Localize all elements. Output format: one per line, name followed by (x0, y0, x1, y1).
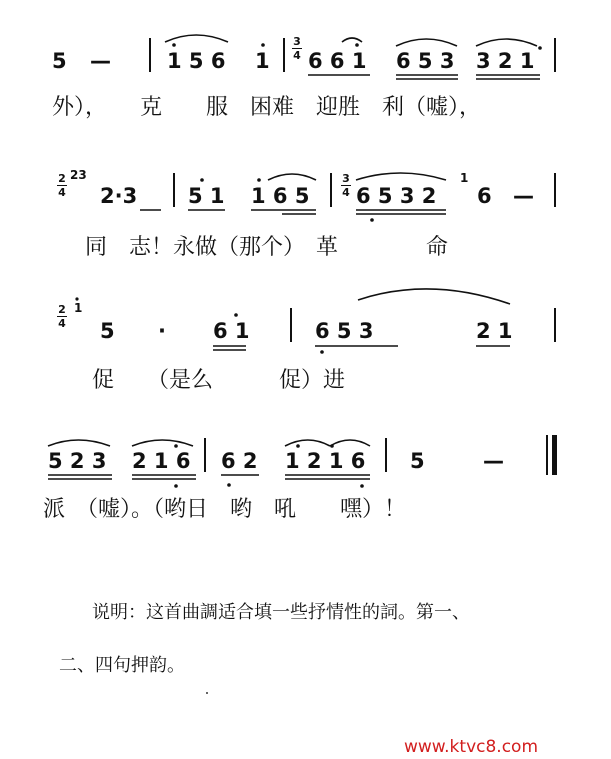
lyric-line: 派 （嘘）。（哟日 哟 吼 嘿）！ (43, 497, 407, 522)
grace-notes: 1 (460, 171, 469, 185)
note-group: 2 1 6 (132, 449, 191, 473)
time-signature: 2 4 (58, 303, 66, 330)
grace-notes: 23 (70, 168, 87, 182)
time-signature: 3 4 (342, 172, 350, 199)
time-signature: 2 4 (58, 172, 66, 199)
slur (396, 39, 457, 46)
note-group: 3 2 1 (476, 49, 535, 73)
slur (165, 35, 228, 42)
barline (554, 38, 556, 72)
barline (330, 173, 332, 207)
note-group: 2 1 (476, 319, 513, 343)
note-group: 6 1 (213, 319, 250, 343)
slur (330, 440, 370, 446)
note-group: 2·3 (100, 184, 138, 208)
slur (268, 174, 316, 180)
barline (554, 173, 556, 207)
final-barline-thin (546, 435, 548, 475)
slur (285, 440, 330, 446)
grace-notes: 1 (74, 301, 83, 315)
note-group: 5 (100, 319, 115, 343)
note-group: 1 5 6 (167, 49, 226, 73)
note-group: 1 2 1 6 (285, 449, 366, 473)
barline (554, 308, 556, 342)
note-group: 6 (477, 184, 492, 208)
note-group: 6 2 (221, 449, 258, 473)
slur (358, 289, 510, 304)
note-group: 1 (255, 49, 270, 73)
note-group: 6 5 3 (315, 319, 374, 343)
time-signature: 3 4 (293, 35, 301, 62)
lyric-line: 同 志！永做（那个） 革 命 (85, 235, 449, 260)
note-group: 5 1 (188, 184, 225, 208)
barline (149, 38, 151, 72)
lyric-line: 外）， 克 服 困难 迎胜 利（嘘）， (52, 95, 482, 120)
watermark: www.ktvc8.com (404, 737, 538, 757)
note-dot: · (158, 319, 166, 343)
note-group: 6 5 3 2 (356, 184, 437, 208)
note-dash: — (90, 49, 111, 73)
note-dash: — (513, 184, 534, 208)
lyric-line: 促 （是么 促）进 (92, 368, 346, 393)
note-group: 6 6 1 (308, 49, 367, 73)
note-group: 5 2 3 (48, 449, 107, 473)
barline (173, 173, 175, 207)
barline (290, 308, 292, 342)
barline (385, 438, 387, 472)
slur (48, 440, 110, 446)
note-group: 5 (410, 449, 425, 473)
slur (342, 38, 362, 42)
final-barline-thick (552, 435, 557, 475)
barline (204, 438, 206, 472)
explanation-text: 说明：这首曲調适合填一些抒情性的詞。第一、 (92, 602, 470, 623)
slur (356, 173, 446, 180)
note-group: 5 (52, 49, 67, 73)
slur (132, 440, 193, 446)
slur (476, 39, 537, 46)
speck (206, 692, 208, 694)
note-group: 1 6 5 (251, 184, 310, 208)
explanation-text-continued: 二、四句押韵。 (59, 655, 185, 676)
barline (283, 38, 285, 72)
note-dash: — (483, 449, 504, 473)
note-group: 6 5 3 (396, 49, 455, 73)
